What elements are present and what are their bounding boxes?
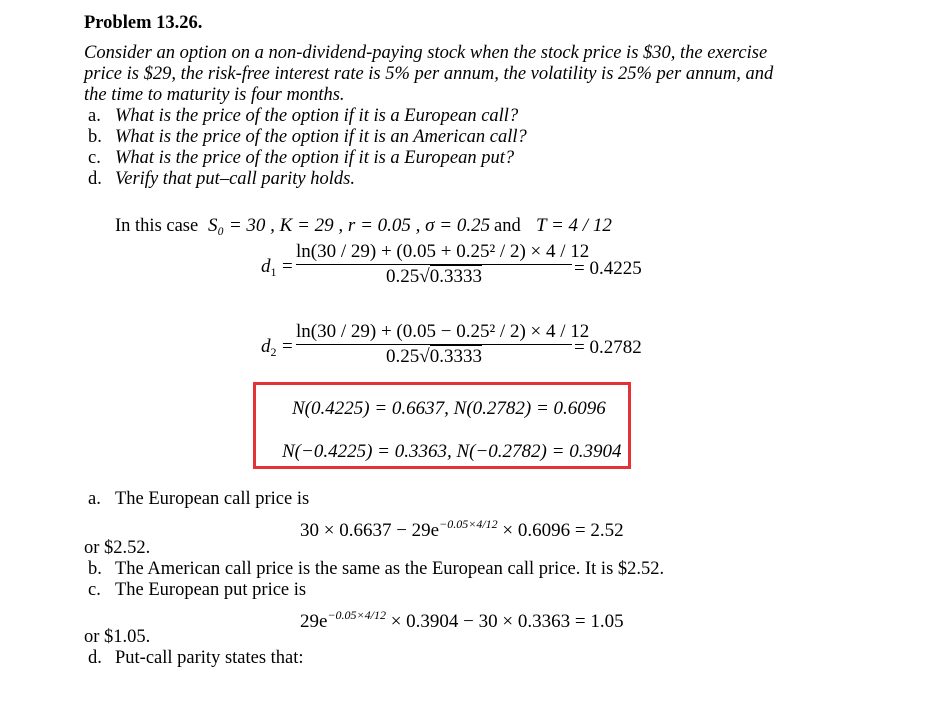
answer-a-or: or $2.52. <box>84 538 151 558</box>
d1-result: = 0.4225 <box>574 258 642 279</box>
d2-label: $d_2$ <box>261 336 277 359</box>
params-T: T = 4 / 12 <box>536 215 612 236</box>
answer-c-formula: $29e^{-0.05\times 4/12} \times 0.3904 - 30 \times 0.3363 = 1.05$ <box>300 608 624 632</box>
answer-b-text: The American call price is the same as the European call price. It is $2.52. <box>115 559 665 579</box>
d1-fraction <box>296 241 590 288</box>
question-b-text: What is the price of the option if it is an American call? <box>115 127 527 147</box>
problem-statement-line-3: the time to maturity is four months. <box>84 85 345 105</box>
d2-equals: = <box>282 336 293 357</box>
question-b-letter: b. <box>88 127 102 147</box>
answer-a-letter: a. <box>88 489 101 509</box>
d2-numerator: ln(30 / 29) + (0.05 − 0.25² / 2) × 4 / 12 <box>296 321 590 342</box>
answer-a-formula: $30 \times 0.6637 - 29e^{-0.05\times 4/12} \times 0.6096 = 2.52$ <box>300 517 624 541</box>
intro-text: In this case <box>115 216 199 236</box>
problem-statement-line-1: Consider an option on a non-dividend-paying stock when the stock price is $30, the exercise <box>84 43 768 63</box>
problem-statement-line-2: price is $29, the risk-free interest rate is 5% per annum, the volatility is 25% per annum, and <box>84 64 774 84</box>
answer-c-letter: c. <box>88 580 101 600</box>
d1-numerator: ln(30 / 29) + (0.05 + 0.25² / 2) × 4 / 12 <box>296 241 590 262</box>
question-d-letter: d. <box>88 169 102 189</box>
question-a-letter: a. <box>88 106 101 126</box>
boxed-line-2: N(−0.4225) = 0.3363, N(−0.2782) = 0.3904 <box>282 441 622 462</box>
params-expression: S₀ = 30 , K = 29 , r = 0.05 , σ = 0.25 <box>208 215 491 236</box>
answer-c-text: The European put price is <box>115 580 307 600</box>
problem-title: Problem 13.26. <box>84 13 203 33</box>
params-and: and <box>494 216 521 236</box>
d1-label: $d_1$ <box>261 256 277 279</box>
boxed-line-1: N(0.4225) = 0.6637, N(0.2782) = 0.6096 <box>292 398 606 419</box>
question-c-text: What is the price of the option if it is a European put? <box>115 148 515 168</box>
d2-fraction <box>296 321 590 368</box>
answer-d-letter: d. <box>88 648 102 668</box>
answer-a-text: The European call price is <box>115 489 310 509</box>
question-a-text: What is the price of the option if it is a European call? <box>115 106 519 126</box>
answer-c-or: or $1.05. <box>84 627 151 647</box>
d1-denominator: 0.25√0.3333 <box>386 266 482 287</box>
question-d-text: Verify that put–call parity holds. <box>115 169 355 189</box>
question-c-letter: c. <box>88 148 101 168</box>
d2-result: = 0.2782 <box>574 337 642 358</box>
answer-b-letter: b. <box>88 559 102 579</box>
d2-denominator: 0.25√0.3333 <box>386 346 482 367</box>
d1-equals: = <box>282 256 293 277</box>
answer-d-text: Put-call parity states that: <box>115 648 304 668</box>
